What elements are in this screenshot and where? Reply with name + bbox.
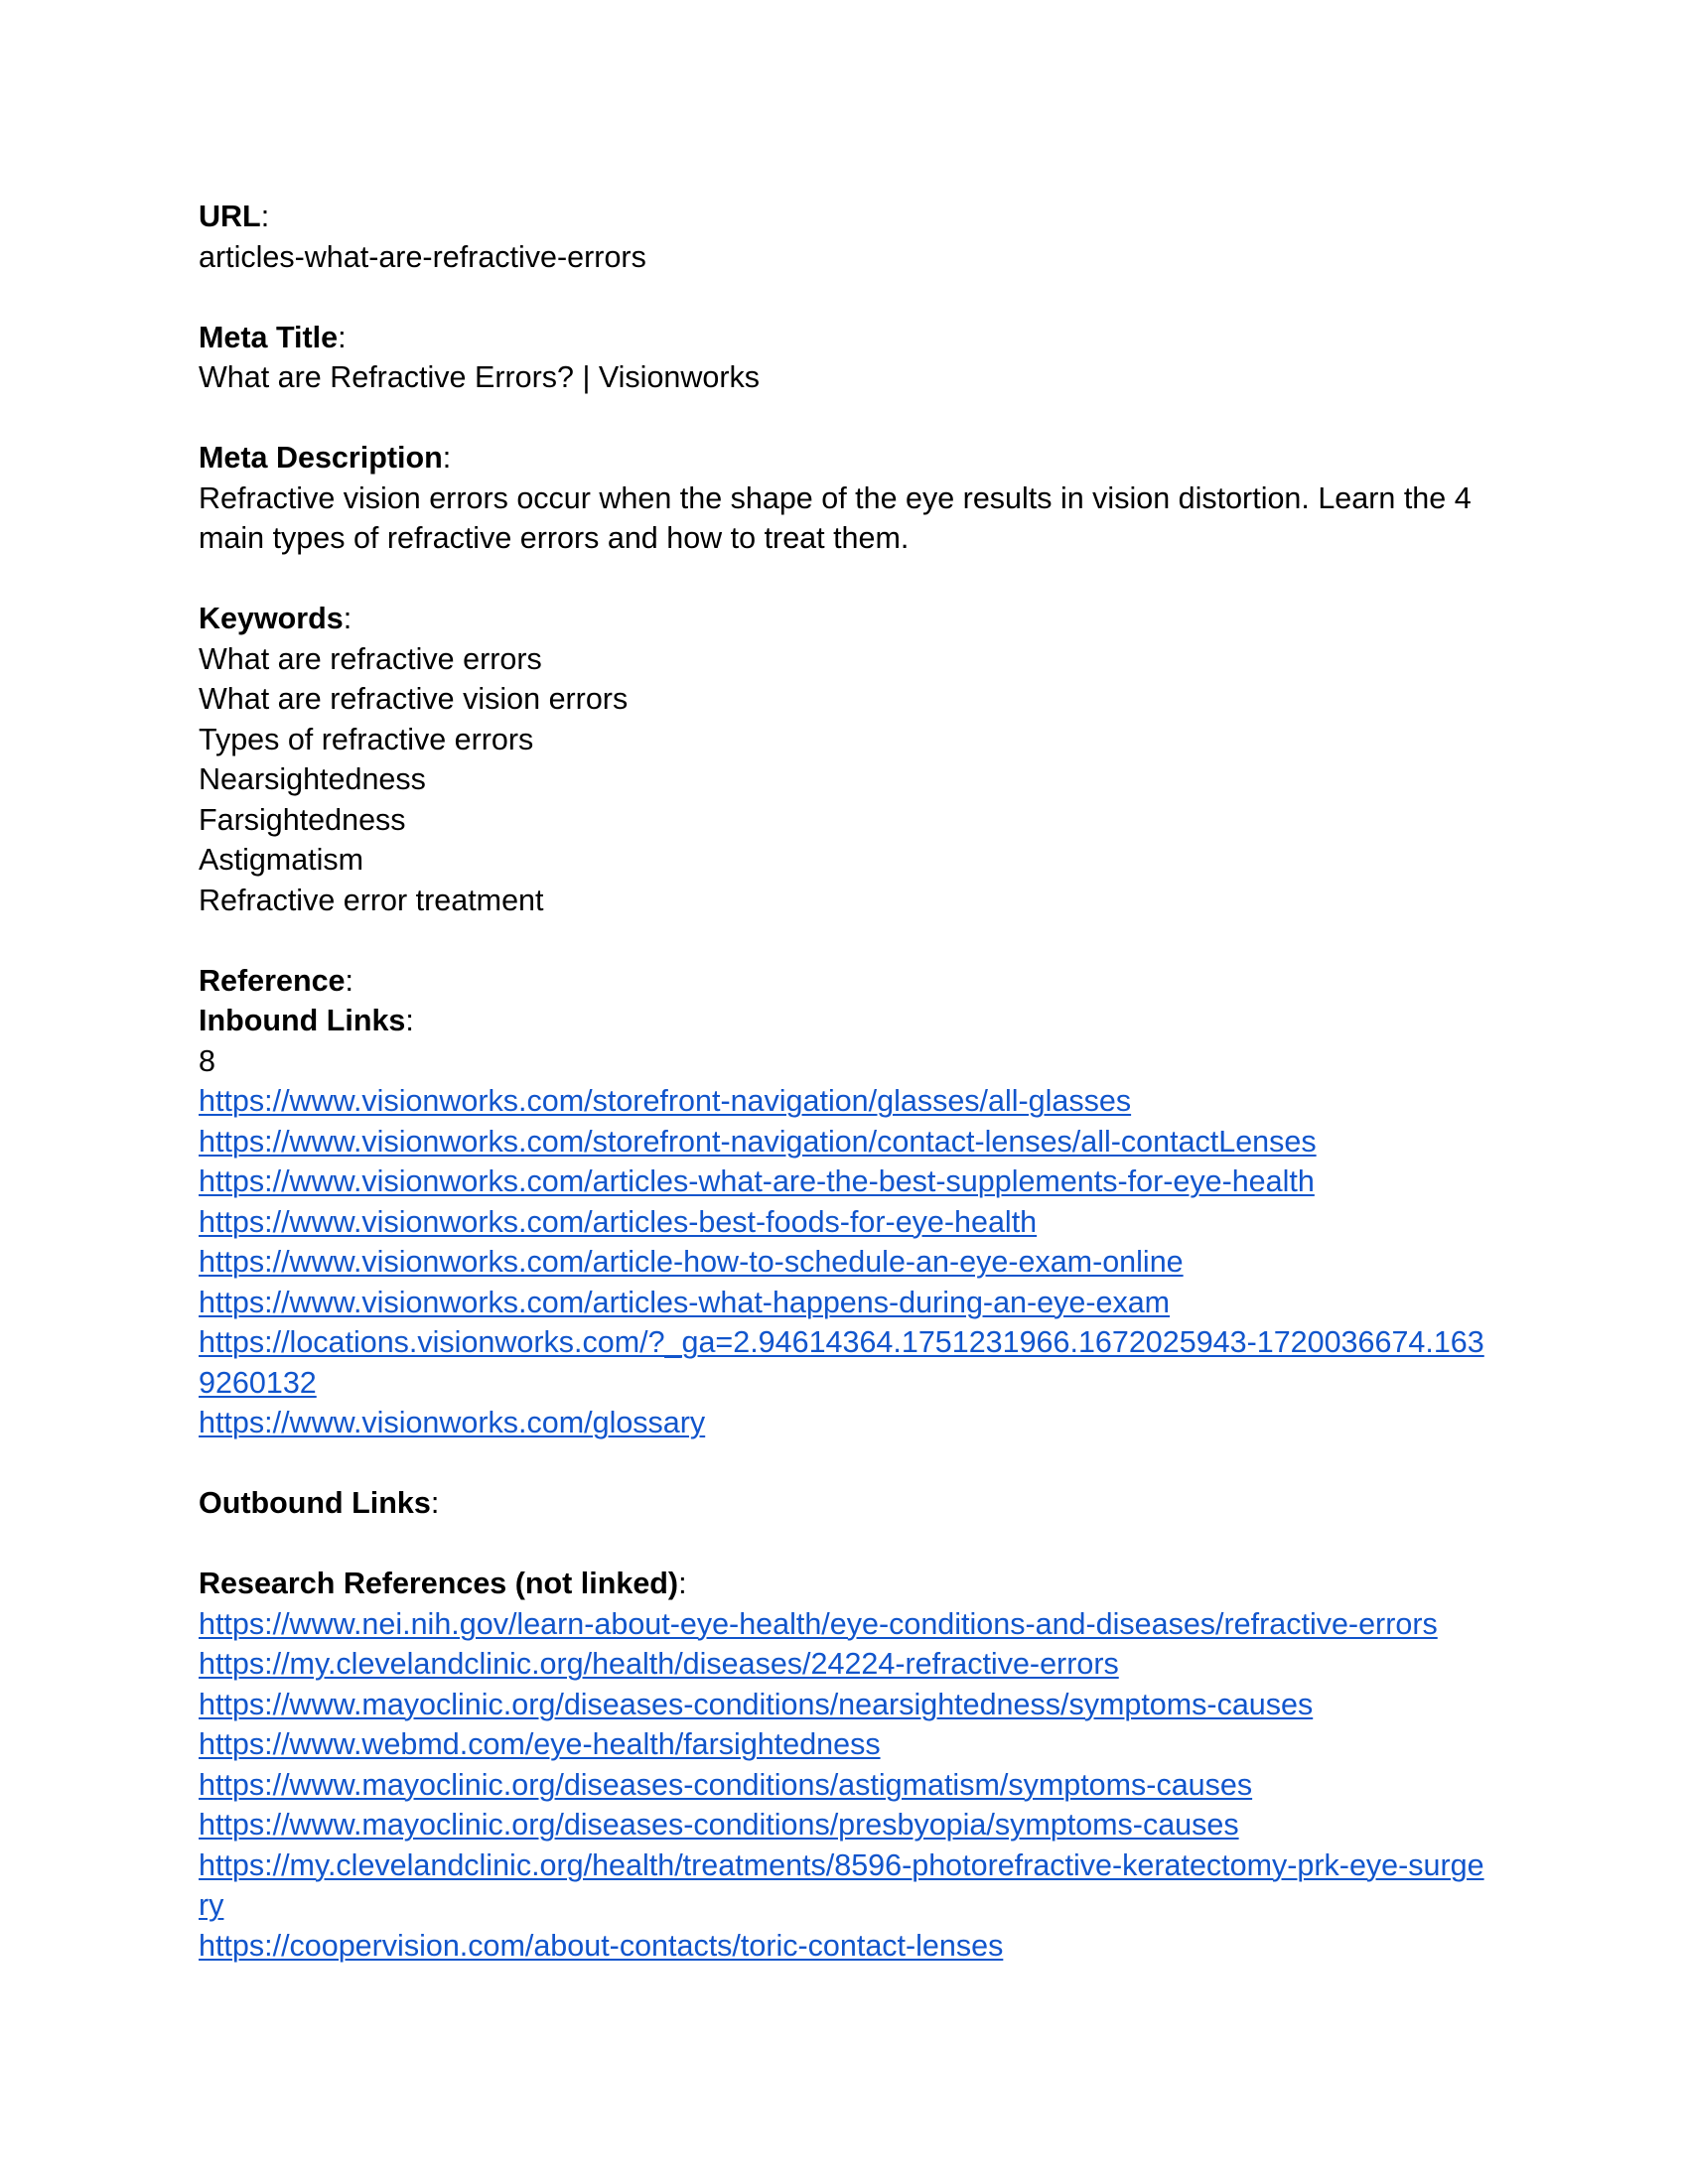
inbound-link[interactable]: https://www.visionworks.com/glossary bbox=[199, 1406, 706, 1439]
keyword-item: Astigmatism bbox=[199, 843, 364, 877]
research-references-heading: Research References (not linked): bbox=[199, 1567, 687, 1600]
spacer bbox=[199, 1443, 1489, 1484]
research-link[interactable]: https://www.mayoclinic.org/diseases-conditions/astigmatism/symptoms-causes bbox=[199, 1767, 1253, 1802]
inbound-link[interactable]: https://www.visionworks.com/articles-best-foods-for-eye-health bbox=[199, 1204, 1038, 1239]
outbound-links-label: Outbound Links bbox=[199, 1486, 431, 1520]
url-value: articles-what-are-refractive-errors bbox=[199, 239, 646, 274]
keyword-item: Nearsightedness bbox=[199, 762, 426, 796]
research-link[interactable]: https://www.mayoclinic.org/diseases-conditions/presbyopia/symptoms-causes bbox=[199, 1808, 1239, 1842]
spacer bbox=[199, 398, 1489, 439]
research-link[interactable]: https://coopervision.com/about-contacts/toric-contact-lenses bbox=[199, 1928, 1004, 1963]
research-link[interactable]: https://my.clevelandclinic.org/health/diseases/24224-refractive-errors bbox=[199, 1647, 1119, 1681]
reference-label: Reference bbox=[199, 963, 346, 998]
inbound-link[interactable]: https://www.visionworks.com/storefront-navigation/contact-lenses/all-contactLenses bbox=[199, 1124, 1317, 1159]
research-references-label: Research References (not linked) bbox=[199, 1567, 679, 1600]
inbound-links-heading: Inbound Links: bbox=[199, 1004, 414, 1037]
meta-title-heading: Meta Title: bbox=[199, 320, 347, 354]
url-label: URL bbox=[199, 200, 261, 233]
meta-description-value: Refractive vision errors occur when the shape of the eye results in vision distortion. Learn the 4 main types of refractive errors and how to treat them. bbox=[199, 480, 1472, 555]
reference-heading: Reference: bbox=[199, 963, 353, 998]
spacer bbox=[199, 920, 1489, 961]
url-heading: URL: bbox=[199, 200, 270, 233]
research-link[interactable]: https://www.webmd.com/eye-health/farsightedness bbox=[199, 1727, 881, 1761]
spacer bbox=[199, 1524, 1489, 1565]
keyword-item: Refractive error treatment bbox=[199, 883, 544, 917]
inbound-links-count: 8 bbox=[199, 1043, 215, 1078]
inbound-link[interactable]: https://locations.visionworks.com/?_ga=2.94614364.1751231966.1672025943-1720036674.1639260132 bbox=[199, 1325, 1484, 1400]
research-link[interactable]: https://www.mayoclinic.org/diseases-conditions/nearsightedness/symptoms-causes bbox=[199, 1687, 1314, 1721]
meta-description-heading: Meta Description: bbox=[199, 441, 452, 475]
keyword-item: Farsightedness bbox=[199, 802, 406, 837]
research-link[interactable]: https://www.nei.nih.gov/learn-about-eye-health/eye-conditions-and-diseases/refractive-errors bbox=[199, 1606, 1438, 1641]
meta-title-label: Meta Title bbox=[199, 320, 339, 354]
meta-description-label: Meta Description bbox=[199, 441, 443, 475]
keyword-item: Types of refractive errors bbox=[199, 722, 534, 756]
keywords-heading: Keywords: bbox=[199, 602, 352, 635]
outbound-links-heading: Outbound Links: bbox=[199, 1486, 440, 1520]
inbound-links-label: Inbound Links bbox=[199, 1004, 406, 1037]
inbound-link[interactable]: https://www.visionworks.com/storefront-navigation/glasses/all-glasses bbox=[199, 1084, 1132, 1118]
keywords-label: Keywords bbox=[199, 602, 344, 635]
spacer bbox=[199, 277, 1489, 318]
keyword-item: What are refractive vision errors bbox=[199, 682, 629, 716]
keyword-item: What are refractive errors bbox=[199, 641, 542, 676]
inbound-link[interactable]: https://www.visionworks.com/articles-what-happens-during-an-eye-exam bbox=[199, 1285, 1171, 1319]
spacer bbox=[199, 559, 1489, 600]
document-page bbox=[199, 197, 1489, 1966]
inbound-link[interactable]: https://www.visionworks.com/articles-what-are-the-best-supplements-for-eye-health bbox=[199, 1164, 1315, 1198]
meta-title-value: What are Refractive Errors? | Visionworks bbox=[199, 360, 761, 394]
research-link[interactable]: https://my.clevelandclinic.org/health/treatments/8596-photorefractive-keratectomy-prk-eye-surgery bbox=[199, 1847, 1484, 1922]
inbound-link[interactable]: https://www.visionworks.com/article-how-to-schedule-an-eye-exam-online bbox=[199, 1245, 1184, 1279]
